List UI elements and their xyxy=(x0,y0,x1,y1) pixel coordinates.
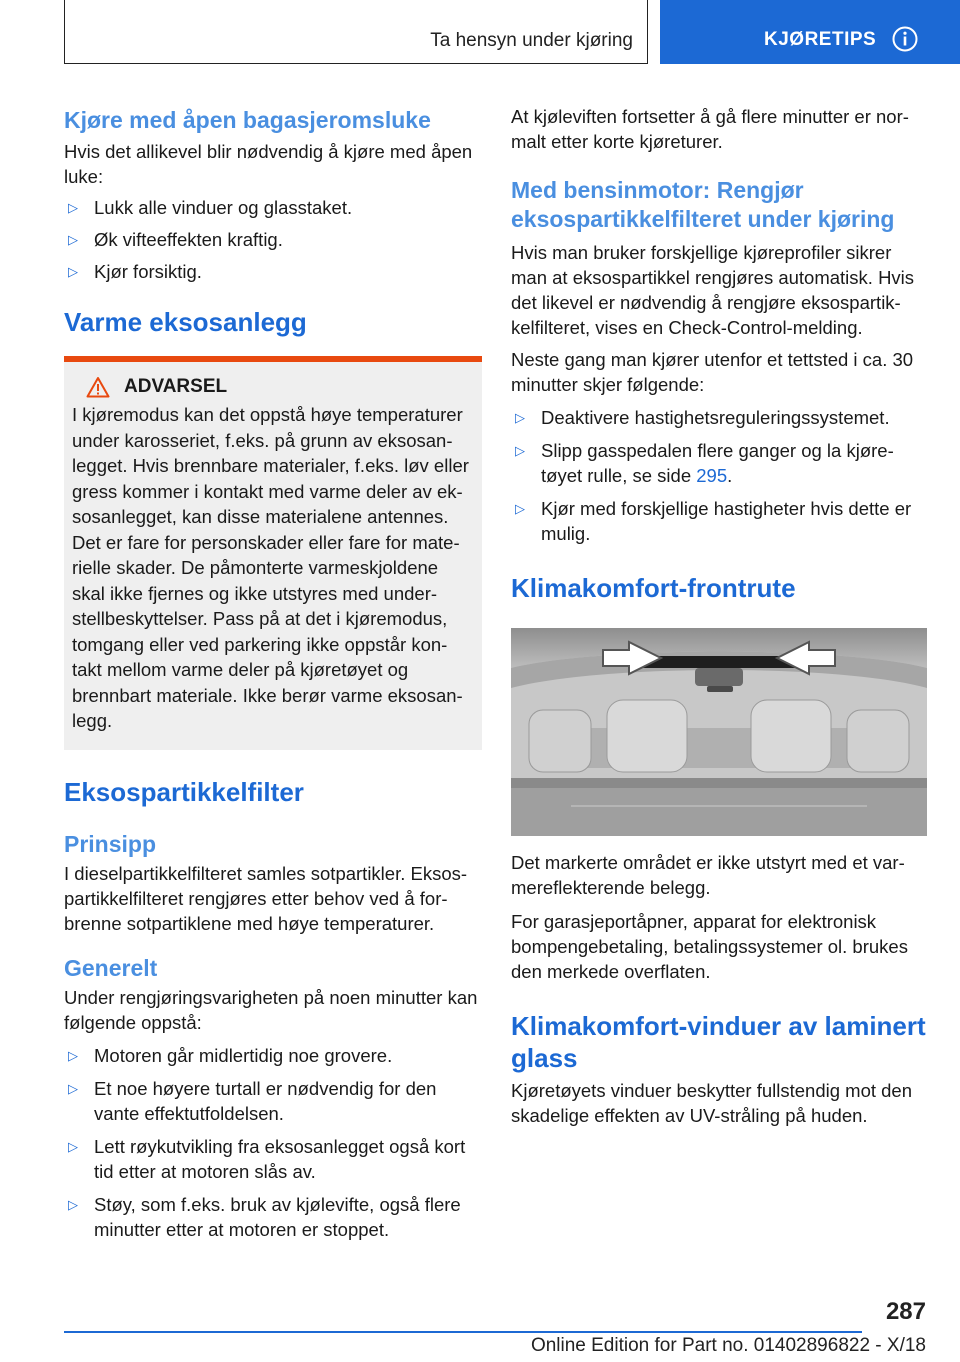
list-item: ▷ Slipp gasspedalen flere ganger og la kjøre- tøyet rulle, se side 295. xyxy=(515,440,894,486)
heading-general: Generelt xyxy=(64,954,158,981)
chapter-tab[interactable] xyxy=(660,0,960,64)
list-general xyxy=(64,1043,482,1242)
list-item: ▷ Øk vifteeffekten kraftig. xyxy=(68,229,283,250)
list-item: ▷ Motoren går midlertidig noe grovere. xyxy=(68,1044,393,1066)
paragraph-petrol-2: Neste gang man kjører utenfor et tettsted i ca. 30 minutter skjer følgende: xyxy=(511,349,914,395)
edition-note: Online Edition for Part no. 01402896822 - X/18 xyxy=(530,1335,926,1356)
left-column xyxy=(64,100,482,1242)
right-column xyxy=(511,100,931,1128)
info-icon[interactable] xyxy=(892,26,918,52)
list-item: ▷ Kjør med forskjellige hastigheter hvis dette er mulig. xyxy=(515,498,912,544)
page-link-295[interactable]: 295 xyxy=(696,465,728,486)
paragraph-marked-area: Det markerte området er ikke utstyrt med et var- mereflekterende belegg. xyxy=(511,852,905,898)
header-box xyxy=(64,0,648,64)
chapter-tab-label: KJØRETIPS xyxy=(764,29,877,50)
bullet-icon: ▷ xyxy=(68,1047,78,1063)
heading-principle: Prinsipp xyxy=(64,830,157,857)
bullet-icon: ▷ xyxy=(68,200,78,215)
paragraph-marked-usage: For garasjeportåpner, apparat for elektronisk bompengebetaling, betalingssystemer ol. brukes den merkede overflaten. xyxy=(511,911,908,982)
paragraph-petrol-1: Hvis man bruker forskjellige kjøreprofiler sikrer man at eksospartikkel rengjøres automatisk. Hvis det likevel er nødvendig å rengjøre eksospartik- kelfilteret, vises en Check-Control-melding. xyxy=(511,242,915,338)
warning-header xyxy=(72,376,474,398)
list-item: ▷ Lett røykutvikling fra eksosanlegget også kort tid etter at motoren slås av. xyxy=(68,1135,466,1182)
bullet-icon: ▷ xyxy=(515,443,525,458)
heading-particle-filter: Eksospartikkelfilter xyxy=(64,776,304,807)
windscreen-figure xyxy=(511,628,927,836)
page-number: 287 xyxy=(885,1298,926,1325)
warning-title: ADVARSEL xyxy=(124,376,228,397)
paragraph-laminated-glass: Kjøretøyets vinduer beskytter fullstendig mot den skadelige effekten av UV-stråling på huden. xyxy=(511,1080,913,1126)
bullet-icon: ▷ xyxy=(515,410,525,425)
heading-hot-exhaust: Varme eksosanlegg xyxy=(64,307,307,337)
bullet-icon: ▷ xyxy=(68,1080,78,1096)
list-open-trunk xyxy=(64,195,482,284)
footer-divider xyxy=(64,1331,862,1333)
list-petrol xyxy=(511,405,931,546)
bullet-icon: ▷ xyxy=(68,1196,78,1212)
paragraph-fan: At kjøleviften fortsetter å gå flere minutter er nor- malt etter korte kjøreturer. xyxy=(511,106,909,152)
list-item: ▷ Deaktivere hastighetsreguleringssystemet. xyxy=(515,407,890,428)
car-interior-illustration xyxy=(511,628,927,836)
paragraph-general: Under rengjøringsvarigheten på noen minutter kan følgende oppstå: xyxy=(64,986,478,1033)
list-item: ▷ Støy, som f.eks. bruk av kjølevifte, også flere minutter etter at motoren er stoppet. xyxy=(68,1193,461,1240)
section-title: Ta hensyn under kjøring xyxy=(430,30,633,51)
heading-laminated-glass: Klimakomfort-vinduer av laminert glass xyxy=(511,1011,926,1073)
warning-box xyxy=(64,356,482,750)
bullet-icon: ▷ xyxy=(68,264,78,279)
paragraph-open-trunk: Hvis det allikevel blir nødvendig å kjøre med åpen luke: xyxy=(64,141,473,187)
bullet-icon: ▷ xyxy=(68,1138,78,1154)
heading-petrol-filter: Med bensinmotor: Rengjør eksospartikkelfilteret under kjøring xyxy=(511,177,895,232)
list-item: ▷ Lukk alle vinduer og glasstaket. xyxy=(68,197,353,218)
heading-climate-windscreen: Klimakomfort-frontrute xyxy=(511,573,796,603)
paragraph-principle: I dieselpartikkelfilteret samles sotpartikler. Eksos- partikkelfilteret rengjøres etter behov ved å for- brenne sotpartiklene med høye temperaturer. xyxy=(64,862,468,934)
warning-triangle-icon xyxy=(86,376,110,398)
warning-text: I kjøremodus kan det oppstå høye temperaturer under karosseriet, f.eks. på grunn av eksosan- legget. Hvis brennbare materialer, f.eks. løv eller gress kommer i kontakt med varme deler av ek- sosanlegget, kan disse materialene antennes. Det er fare for personskader eller fare for mate- rielle skader. De påmonterte varmeskjoldene skal ikke fjernes og ikke utstyres med under- stellbeskyttelser. Pass på at det i kjøremodus, tomgang eller ved parkering ikke oppstår kon- takt mellom varme deler på kjøretøyet og brennbart materiale. Ikke berør varme eksosan- legg. xyxy=(72,404,469,731)
list-item: ▷ Kjør forsiktig. xyxy=(68,261,202,282)
bullet-icon: ▷ xyxy=(515,501,525,516)
list-item: ▷ Et noe høyere turtall er nødvendig for den vante effektutfoldelsen. xyxy=(68,1077,437,1124)
heading-open-trunk: Kjøre med åpen bagasjeromsluke xyxy=(64,107,431,133)
bullet-icon: ▷ xyxy=(68,232,78,247)
